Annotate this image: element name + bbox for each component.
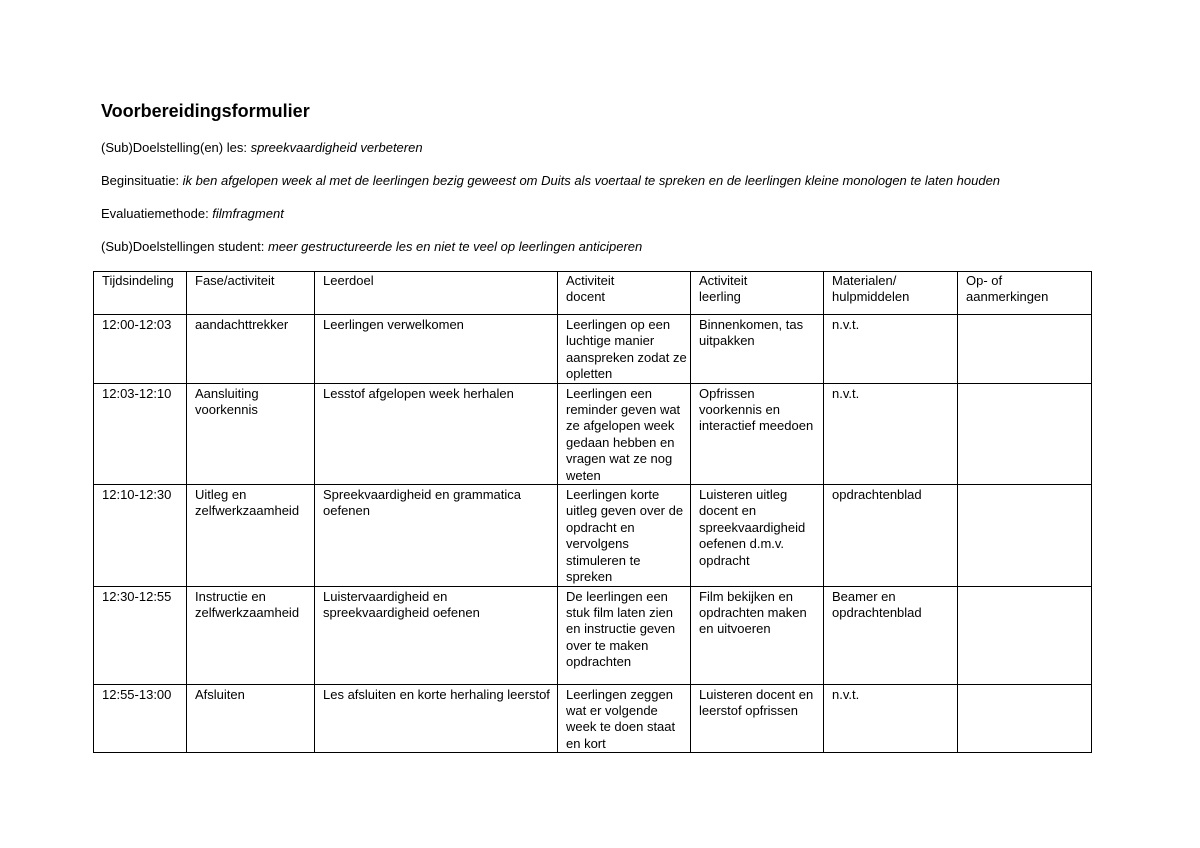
cell-phase: Afsluiten — [187, 684, 315, 753]
cell-goal: Lesstof afgelopen week herhalen — [315, 383, 558, 484]
student-objective-label: (Sub)Doelstellingen student: — [101, 239, 268, 254]
cell-remarks — [958, 383, 1092, 484]
cell-student-activity: Film bekijken en opdrachten maken en uitvoeren — [691, 586, 824, 684]
cell-materials: n.v.t. — [824, 315, 958, 384]
cell-phase: Instructie en zelfwerkzaamheid — [187, 586, 315, 684]
header-time-schedule: Tijdsindeling — [94, 272, 187, 315]
cell-time: 12:00-12:03 — [94, 315, 187, 384]
cell-time: 12:10-12:30 — [94, 485, 187, 586]
lesson-plan-table — [93, 271, 1092, 753]
lesson-objective-value: spreekvaardigheid verbeteren — [250, 140, 423, 155]
starting-situation-label: Beginsituatie: — [101, 173, 183, 188]
cell-time: 12:03-12:10 — [94, 383, 187, 484]
header-remarks: Op- of aanmerkingen — [958, 272, 1092, 315]
cell-materials: Beamer en opdrachtenblad — [824, 586, 958, 684]
cell-time: 12:30-12:55 — [94, 586, 187, 684]
cell-student-activity: Luisteren uitleg docent en spreekvaardigheid oefenen d.m.v. opdracht — [691, 485, 824, 586]
header-student-activity: Activiteit leerling — [691, 272, 824, 315]
cell-goal: Les afsluiten en korte herhaling leerstof — [315, 684, 558, 753]
cell-teacher-activity: Leerlingen korte uitleg geven over de opdracht en vervolgens stimuleren te spreken — [558, 485, 691, 586]
cell-goal: Luistervaardigheid en spreekvaardigheid oefenen — [315, 586, 558, 684]
page-title: Voorbereidingsformulier — [101, 101, 310, 121]
student-objective-line — [101, 238, 642, 255]
lesson-objective-label: (Sub)Doelstelling(en) les: — [101, 140, 251, 155]
header-phase-activity: Fase/activiteit — [187, 272, 315, 315]
cell-materials: n.v.t. — [824, 383, 958, 484]
cell-goal: Spreekvaardigheid en grammatica oefenen — [315, 485, 558, 586]
table-row — [94, 383, 1092, 484]
table-row — [94, 586, 1092, 684]
table-row — [94, 485, 1092, 586]
cell-materials: opdrachtenblad — [824, 485, 958, 586]
cell-phase: Aansluiting voorkennis — [187, 383, 315, 484]
evaluation-method-label: Evaluatiemethode: — [101, 206, 213, 221]
header-teacher-activity: Activiteit docent — [558, 272, 691, 315]
header-learning-goal: Leerdoel — [315, 272, 558, 315]
header-materials: Materialen/ hulpmiddelen — [824, 272, 958, 315]
cell-student-activity: Opfrissen voorkennis en interactief meedoen — [691, 383, 824, 484]
lesson-objective-line — [101, 139, 423, 156]
cell-phase: Uitleg en zelfwerkzaamheid — [187, 485, 315, 586]
starting-situation-line — [101, 172, 1000, 189]
cell-remarks — [958, 485, 1092, 586]
cell-teacher-activity: De leerlingen een stuk film laten zien en instructie geven over te maken opdrachten — [558, 586, 691, 684]
evaluation-method-value: filmfragment — [212, 206, 284, 221]
table-header-row — [94, 272, 1092, 315]
cell-student-activity: Binnenkomen, tas uitpakken — [691, 315, 824, 384]
cell-remarks — [958, 586, 1092, 684]
table-row — [94, 315, 1092, 384]
cell-phase: aandachttrekker — [187, 315, 315, 384]
table-row — [94, 684, 1092, 753]
cell-remarks — [958, 684, 1092, 753]
cell-teacher-activity: Leerlingen zeggen wat er volgende week te doen staat en kort — [558, 684, 691, 753]
cell-teacher-activity: Leerlingen op een luchtige manier aanspreken zodat ze opletten — [558, 315, 691, 384]
cell-time: 12:55-13:00 — [94, 684, 187, 753]
starting-situation-value: ik ben afgelopen week al met de leerlingen bezig geweest om Duits als voertaal te spreken en de leerlingen kleine monologen te laten houden — [182, 173, 1001, 188]
cell-student-activity: Luisteren docent en leerstof opfrissen — [691, 684, 824, 753]
cell-goal: Leerlingen verwelkomen — [315, 315, 558, 384]
evaluation-method-line — [101, 205, 284, 222]
cell-teacher-activity: Leerlingen een reminder geven wat ze afgelopen week gedaan hebben en vragen wat ze nog weten — [558, 383, 691, 484]
student-objective-value: meer gestructureerde les en niet te veel op leerlingen anticiperen — [267, 239, 643, 254]
cell-materials: n.v.t. — [824, 684, 958, 753]
cell-remarks — [958, 315, 1092, 384]
